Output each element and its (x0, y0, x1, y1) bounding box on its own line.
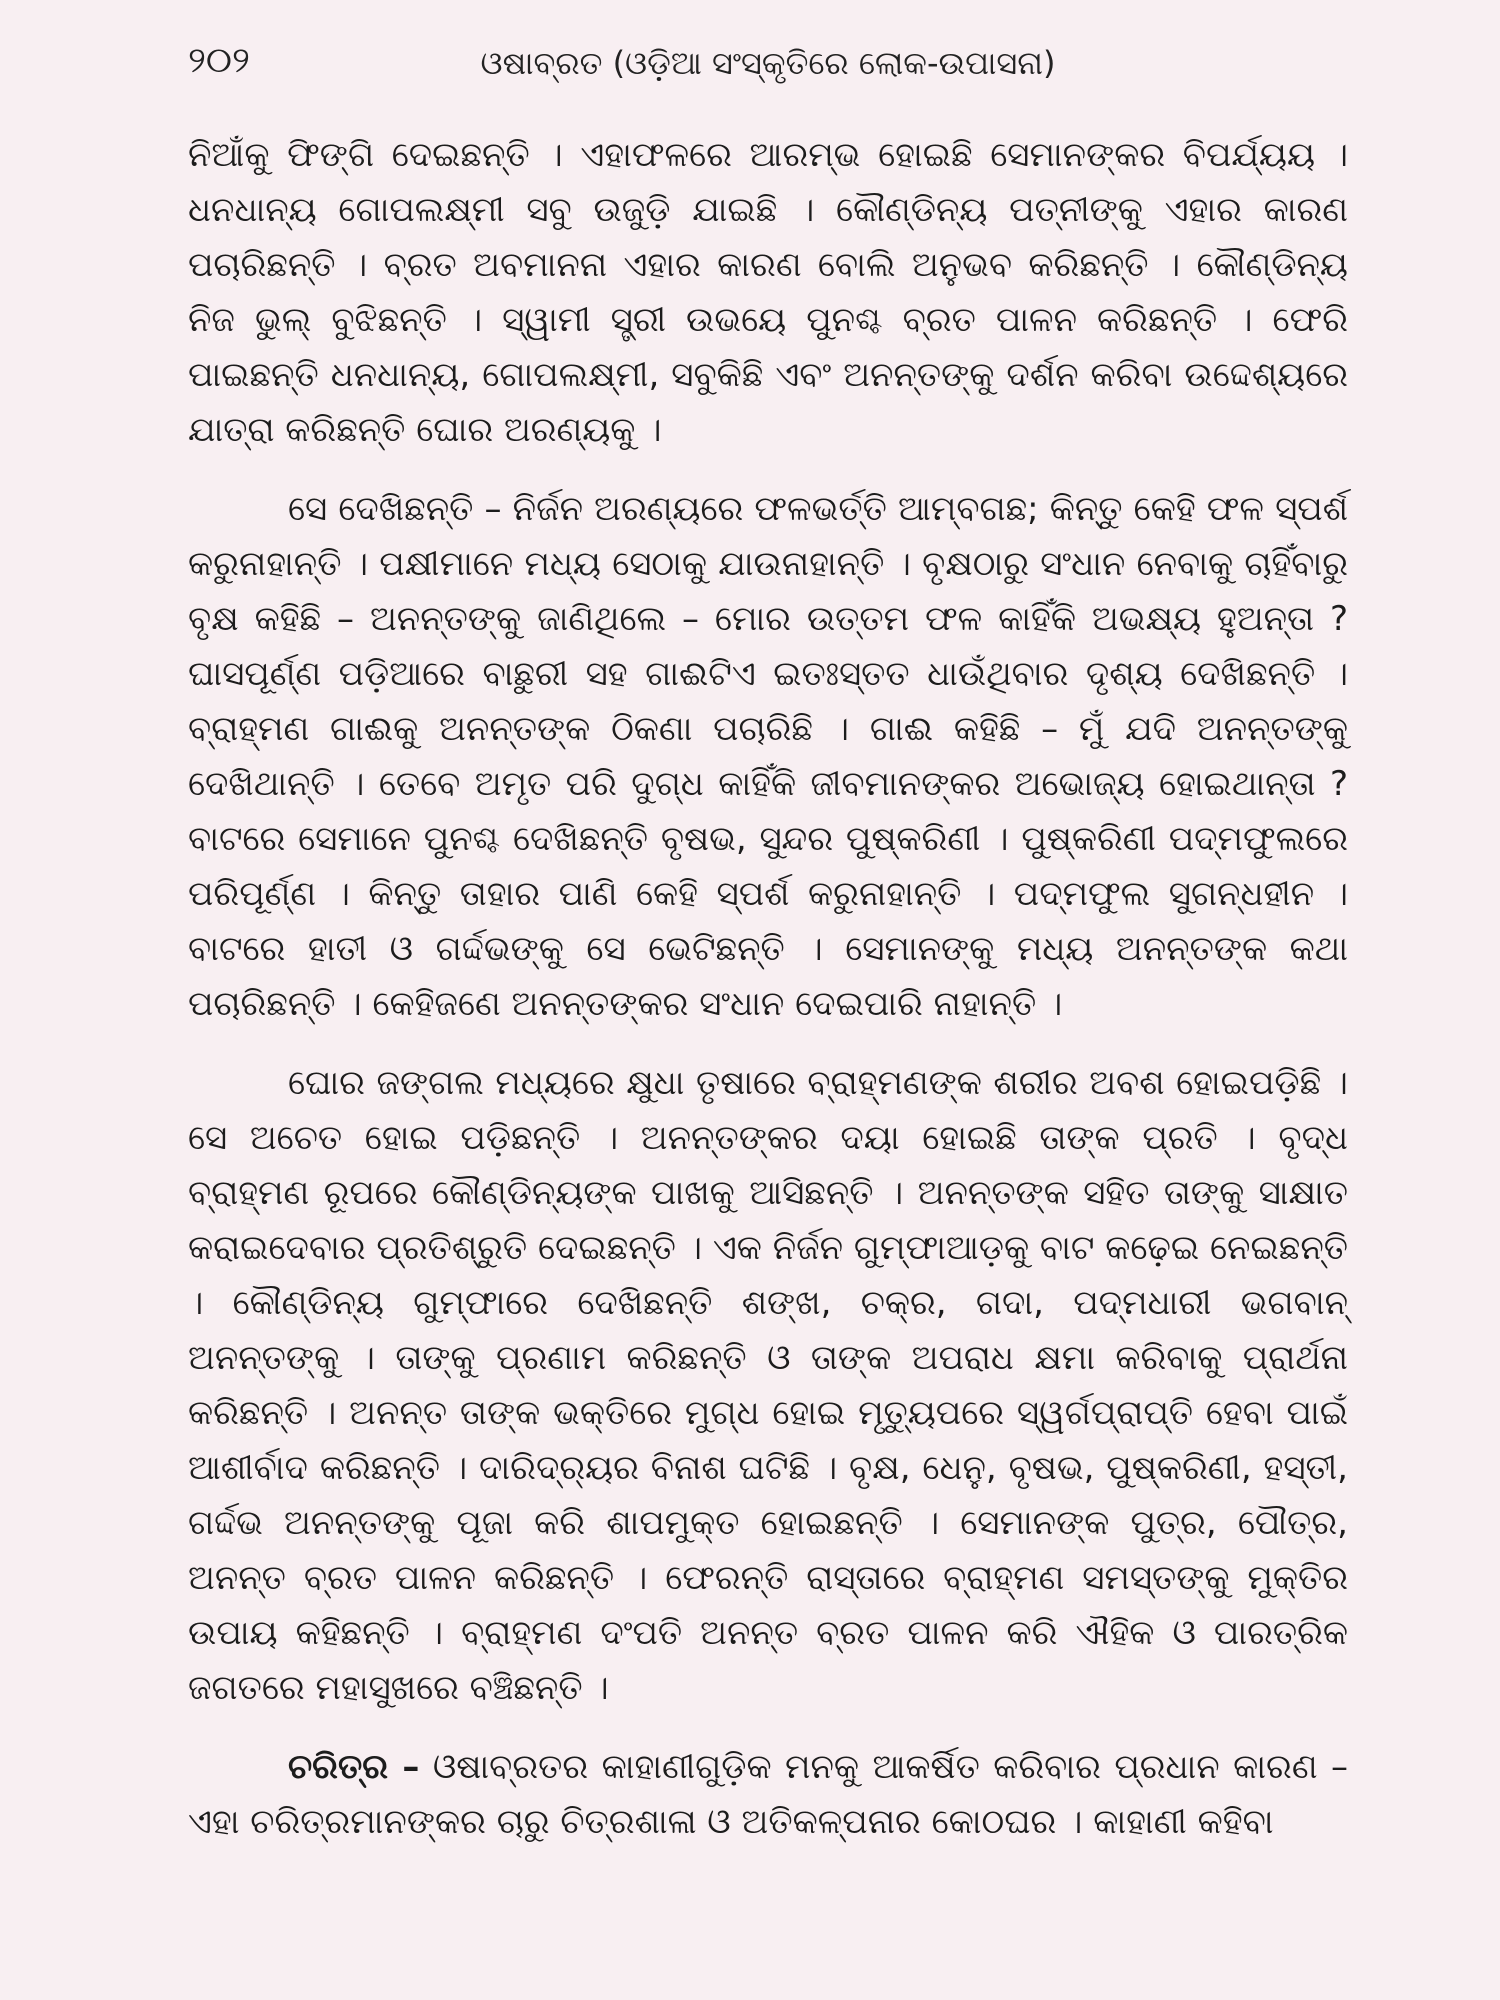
section-term: ଚରିତ୍ର – (288, 1747, 420, 1787)
paragraph-2: ସେ ଦେଖିଛନ୍ତି – ନିର୍ଜନ ଅରଣ୍ୟରେ ଫଳଭର୍ତ୍ତି ଆମ୍ବଗଛ; କିନ୍ତୁ କେହି ଫଳ ସ୍ପର୍ଶ କରୁନାହାନ୍ତି । ପକ୍ଷୀମାନେ ମଧ୍ୟ ସେଠାକୁ ଯାଉନାହାନ୍ତି । ବୃକ୍ଷଠାରୁ ସଂଧାନ ନେବାକୁ ଚାହିଁବାରୁ ବୃକ୍ଷ କହିଛି – ଅନନ୍ତଙ୍କୁ ଜାଣିଥିଲେ – ମୋର ଉତ୍ତମ ଫଳ କାହିଁକି ଅଭକ୍ଷ୍ୟ ହୁଅନ୍ତା ? ଘାସପୂର୍ଣ୍ଣ ପଡ଼ିଆରେ ବାଛୁରୀ ସହ ଗାଈଟିଏ ଇତଃସ୍ତତ ଧାଉଁଥିବାର ଦୃଶ୍ୟ ଦେଖିଛନ୍ତି । ବ୍ରାହ୍ମଣ ଗାଈକୁ ଅନନ୍ତଙ୍କ ଠିକଣା ପଚାରିଛି । ଗାଈ କହିଛି – ମୁଁ ଯଦି ଅନନ୍ତଙ୍କୁ ଦେଖିଥାନ୍ତି । ତେବେ ଅମୃତ ପରି ଦୁଗ୍ଧ କାହିଁକି ଜୀବମାନଙ୍କର ଅଭୋଜ୍ୟ ହୋଇଥାନ୍ତା ? ବାଟରେ ସେମାନେ ପୁନଶ୍ଚ ଦେଖିଛନ୍ତି ବୃଷଭ, ସୁନ୍ଦର ପୁଷ୍କରିଣୀ । ପୁଷ୍କରିଣୀ ପଦ୍ମଫୁଲରେ ପରିପୂର୍ଣ୍ଣ । କିନ୍ତୁ ତାହାର ପାଣି କେହି ସ୍ପର୍ଶ କରୁନାହାନ୍ତି । ପଦ୍ମଫୁଲ ସୁଗନ୍ଧହୀନ । ବାଟରେ ହାତୀ ଓ ଗର୍ଦ୍ଦଭଙ୍କୁ ସେ ଭେଟିଛନ୍ତି । ସେମାନଙ୍କୁ ମଧ୍ୟ ଅନନ୍ତଙ୍କ କଥା ପଚାରିଛନ୍ତି । କେହିଜଣେ ଅନନ୍ତଙ୍କର ସଂଧାନ ଦେଇପାରି ନାହାନ୍ତି । (188, 489, 1348, 1024)
paragraph-1: ନିଆଁକୁ ଫିଙ୍ଗି ଦେଇଛନ୍ତି । ଏହାଫଳରେ ଆରମ୍ଭ ହୋଇଛି ସେମାନଙ୍କର ବିପର୍ଯ୍ୟୟ । ଧନଧାନ୍ୟ ଗୋପଲକ୍ଷ୍ମୀ ସବୁ ଉଜୁଡ଼ି ଯାଇଛି । କୌଣ୍ଡିନ୍ୟ ପତ୍ନୀଙ୍କୁ ଏହାର କାରଣ ପଚାରିଛନ୍ତି । ବ୍ରତ ଅବମାନନା ଏହାର କାରଣ ବୋଲି ଅନୁଭବ କରିଛନ୍ତି । କୌଣ୍ଡିନ୍ୟ ନିଜ ଭୁଲ୍ ବୁଝିଛନ୍ତି । ସ୍ୱାମୀ ସ୍ତ୍ରୀ ଉଭୟେ ପୁନଶ୍ଚ ବ୍ରତ ପାଳନ କରିଛନ୍ତି । ଫେରି ପାଇଛନ୍ତି ଧନଧାନ୍ୟ, ଗୋପଲକ୍ଷ୍ମୀ, ସବୁକିଛି ଏବଂ ଅନନ୍ତଙ୍କୁ ଦର୍ଶନ କରିବା ଉଦ୍ଦେଶ୍ୟରେ ଯାତ୍ରା କରିଛନ୍ତି ଘୋର ଅରଣ୍ୟକୁ । (188, 135, 1348, 450)
body-text (188, 128, 1348, 1850)
paragraph-3: ଘୋର ଜଙ୍ଗଲ ମଧ୍ୟରେ କ୍ଷୁଧା ତୃଷାରେ ବ୍ରାହ୍ମଣଙ୍କ ଶରୀର ଅବଶ ହୋଇପଡ଼ିଛି । ସେ ଅଚେତ ହୋଇ ପଡ଼ିଛନ୍ତି । ଅନନ୍ତଙ୍କର ଦୟା ହୋଇଛି ତାଙ୍କ ପ୍ରତି । ବୃଦ୍ଧ ବ୍ରାହ୍ମଣ ରୂପରେ କୌଣ୍ଡିନ୍ୟଙ୍କ ପାଖକୁ ଆସିଛନ୍ତି । ଅନନ୍ତଙ୍କ ସହିତ ତାଙ୍କୁ ସାକ୍ଷାତ କରାଇଦେବାର ପ୍ରତିଶ୍ରୁତି ଦେଇଛନ୍ତି । ଏକ ନିର୍ଜନ ଗୁମ୍ଫାଆଡ଼କୁ ବାଟ କଢ଼େଇ ନେଇଛନ୍ତି । କୌଣ୍ଡିନ୍ୟ ଗୁମ୍ଫାରେ ଦେଖିଛନ୍ତି ଶଙ୍ଖ, ଚକ୍ର, ଗଦା, ପଦ୍ମଧାରୀ ଭଗବାନ୍ ଅନନ୍ତଙ୍କୁ । ତାଙ୍କୁ ପ୍ରଣାମ କରିଛନ୍ତି ଓ ତାଙ୍କ ଅପରାଧ କ୍ଷମା କରିବାକୁ ପ୍ରାର୍ଥନା କରିଛନ୍ତି । ଅନନ୍ତ ତାଙ୍କ ଭକ୍ତିରେ ମୁଗ୍ଧ ହୋଇ ମୃତ୍ୟୁପରେ ସ୍ୱର୍ଗପ୍ରାପ୍ତି ହେବା ପାଇଁ ଆଶୀର୍ବାଦ କରିଛନ୍ତି । ଦାରିଦ୍ର୍ୟର ବିନାଶ ଘଟିଛି । ବୃକ୍ଷ, ଧେନୁ, ବୃଷଭ, ପୁଷ୍କରିଣୀ, ହସ୍ତୀ, ଗର୍ଦ୍ଦଭ ଅନନ୍ତଙ୍କୁ ପୂଜା କରି ଶାପମୁକ୍ତ ହୋଇଛନ୍ତି । ସେମାନଙ୍କ ପୁତ୍ର, ପୌତ୍ର, ଅନନ୍ତ ବ୍ରତ ପାଳନ କରିଛନ୍ତି । ଫେରନ୍ତି ରାସ୍ତାରେ ବ୍ରାହ୍ମଣ ସମସ୍ତଙ୍କୁ ମୁକ୍ତିର ଉପାୟ କହିଛନ୍ତି । ବ୍ରାହ୍ମଣ ଦଂପତି ଅନନ୍ତ ବ୍ରତ ପାଳନ କରି ଐହିକ ଓ ପାରତ୍ରିକ ଜଗତରେ ମହାସୁଖରେ ବଞ୍ଚିଛନ୍ତି । (188, 1063, 1348, 1708)
paragraph-4-text: ଓଷାବ୍ରତର କାହାଣୀଗୁଡ଼ିକ ମନକୁ ଆକର୍ଷିତ କରିବାର ପ୍ରଧାନ କାରଣ – ଏହା ଚରିତ୍ରମାନଙ୍କର ଚାରୁ ଚିତ୍ରଶାଳା ଓ ଅତିକଳ୍ପନାର କୋଠଘର । କାହାଣୀ କହିବା (188, 1747, 1348, 1842)
page-number: ୨୦୨ (188, 40, 250, 81)
page-header (188, 40, 1348, 100)
running-title: ଓଷାବ୍ରତ (ଓଡ଼ିଆ ସଂସ୍କୃତିରେ ଲୋକ-ଉପାସନା) (480, 44, 1056, 82)
paragraph-4 (188, 1740, 1348, 1850)
